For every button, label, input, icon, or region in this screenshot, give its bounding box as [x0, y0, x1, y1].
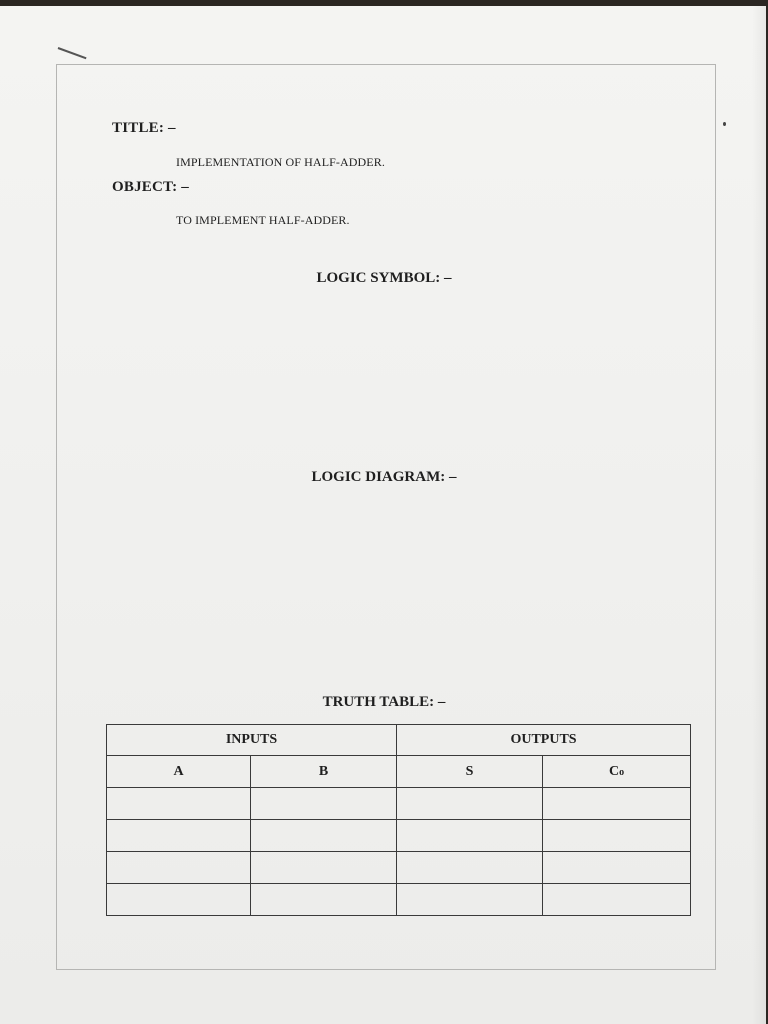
table-cell: [251, 852, 397, 884]
truth-table-heading: TRUTH TABLE: –: [322, 694, 446, 710]
object-label: OBJECT: –: [112, 179, 189, 195]
truth-table: [106, 724, 691, 916]
table-cell: [397, 852, 543, 884]
ink-dot: [723, 122, 726, 126]
table-cell: [107, 788, 251, 820]
column-header-b: B: [251, 756, 397, 788]
inputs-group-header: INPUTS: [107, 725, 397, 756]
table-row: [107, 884, 691, 916]
title-text: IMPLEMENTATION OF HALF-ADDER.: [176, 155, 385, 169]
table-cell: [107, 820, 251, 852]
table-row: [107, 852, 691, 884]
truth-table-column-row: [107, 756, 691, 788]
object-text: TO IMPLEMENT HALF-ADDER.: [176, 213, 350, 227]
table-cell: [543, 884, 691, 916]
table-cell: [397, 820, 543, 852]
table-cell: [251, 884, 397, 916]
table-row: [107, 788, 691, 820]
table-cell: [543, 820, 691, 852]
table-cell: [107, 852, 251, 884]
table-cell: [251, 820, 397, 852]
table-row: [107, 820, 691, 852]
logic-diagram-heading: LOGIC DIAGRAM: –: [311, 469, 457, 485]
column-header-s: S: [397, 756, 543, 788]
title-label: TITLE: –: [112, 120, 176, 136]
table-cell: [397, 884, 543, 916]
column-header-carry: [543, 756, 691, 788]
table-cell: [543, 852, 691, 884]
carry-label: C: [608, 763, 620, 779]
table-cell: [251, 788, 397, 820]
table-cell: [107, 884, 251, 916]
column-header-a: A: [107, 756, 251, 788]
outputs-group-header: OUTPUTS: [397, 725, 691, 756]
carry-subscript: o: [619, 766, 625, 778]
table-cell: [543, 788, 691, 820]
truth-table-group-row: [107, 725, 691, 756]
paper-edge-shadow: [752, 6, 766, 1024]
logic-symbol-heading: LOGIC SYMBOL: –: [316, 270, 452, 286]
table-cell: [397, 788, 543, 820]
